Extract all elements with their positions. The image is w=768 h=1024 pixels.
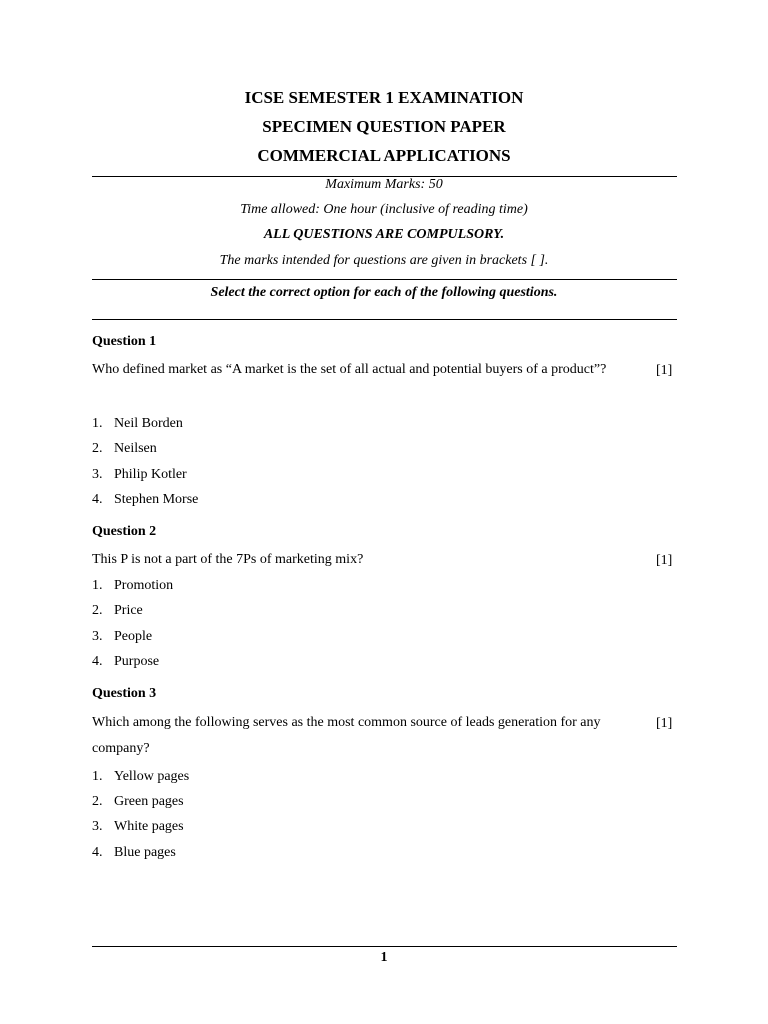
option-label: Philip Kotler [114,467,187,482]
question-marks: [1] [656,716,673,731]
paper-type: SPECIMEN QUESTION PAPER [262,117,506,136]
divider [92,279,677,280]
option-label: Purpose [114,654,160,669]
option-item [92,769,189,785]
option-number: 1. [92,769,103,784]
time-allowed: Time allowed: One hour (inclusive of reading time) [240,202,528,217]
option-number: 1. [92,416,103,431]
option-item [92,794,184,810]
option-label: Price [114,603,143,618]
option-number: 1. [92,578,103,593]
option-item [92,654,159,670]
option-label: Green pages [114,794,184,809]
option-label: Neilsen [114,441,157,456]
option-item [92,845,176,861]
divider [92,319,677,320]
question-heading: Question 2 [92,524,157,539]
instruction: Select the correct option for each of the following questions. [210,285,558,300]
question-text: This P is not a part of the 7Ps of marketing mix? [92,552,364,567]
question-marks: [1] [656,363,673,378]
page-number: 1 [380,950,388,965]
option-item [92,416,183,432]
option-item [92,603,143,619]
compulsory-note: ALL QUESTIONS ARE COMPULSORY. [263,227,505,242]
option-number: 4. [92,845,103,860]
option-label: Neil Borden [114,416,183,431]
option-label: Promotion [114,578,174,593]
option-number: 2. [92,603,103,618]
marks-note: The marks intended for questions are given in brackets [ ]. [219,253,549,268]
option-label: Stephen Morse [114,492,199,507]
option-label: People [114,629,153,644]
option-number: 3. [92,629,103,644]
option-number: 3. [92,467,103,482]
question-marks: [1] [656,553,673,568]
option-number: 2. [92,794,103,809]
option-label: Yellow pages [114,769,190,784]
option-item [92,819,184,835]
option-number: 4. [92,492,103,507]
footer-divider [92,946,677,947]
option-item [92,492,198,508]
option-number: 4. [92,654,103,669]
option-item [92,441,157,457]
option-item [92,629,152,645]
option-label: White pages [114,819,184,834]
question-heading: Question 1 [92,334,157,349]
question-text: Who defined market as “A market is the set of all actual and potential buyers of a product”? [92,362,607,377]
option-item [92,578,173,594]
option-number: 2. [92,441,103,456]
question-heading: Question 3 [92,686,157,701]
max-marks: Maximum Marks: 50 [325,177,443,192]
subject-title: COMMERCIAL APPLICATIONS [257,146,511,165]
exam-title: ICSE SEMESTER 1 EXAMINATION [244,88,524,107]
option-item [92,467,187,483]
question-text: Which among the following serves as the most common source of leads generation for any company? [92,715,601,756]
option-label: Blue pages [114,845,176,860]
option-number: 3. [92,819,103,834]
